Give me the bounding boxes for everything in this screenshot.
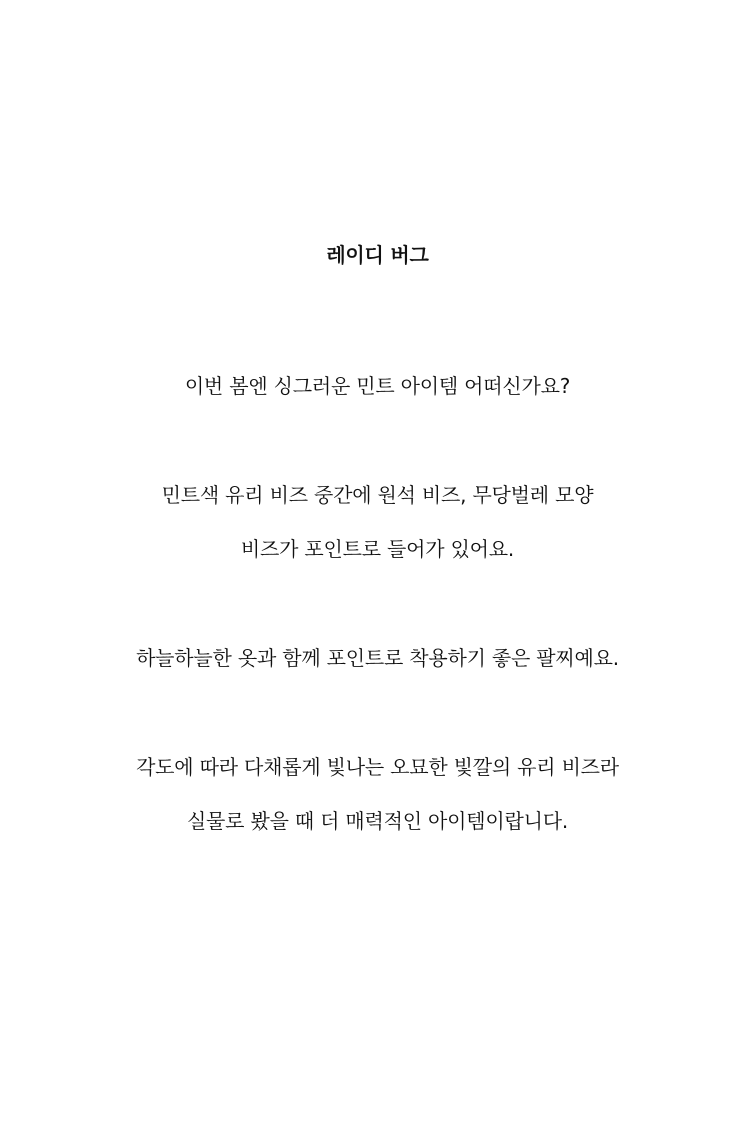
intro-text: 이번 봄엔 싱그러운 민트 아이템 어떠신가요? — [184, 374, 571, 398]
styling-text: 하늘하늘한 옷과 함께 포인트로 착용하기 좋은 팔찌예요. — [136, 646, 619, 670]
detail-text-line-2: 비즈가 포인트로 들어가 있어요. — [240, 537, 515, 561]
product-title: 레이디 버그 — [326, 243, 429, 267]
closing-text-line-2: 실물로 봤을 때 더 매력적인 아이템이랍니다. — [186, 809, 569, 833]
detail-text-line-1: 민트색 유리 비즈 중간에 원석 비즈, 무당벌레 모양 — [161, 483, 594, 507]
closing-text-line-1: 각도에 따라 다채롭게 빛나는 오묘한 빛깔의 유리 비즈라 — [136, 755, 619, 779]
